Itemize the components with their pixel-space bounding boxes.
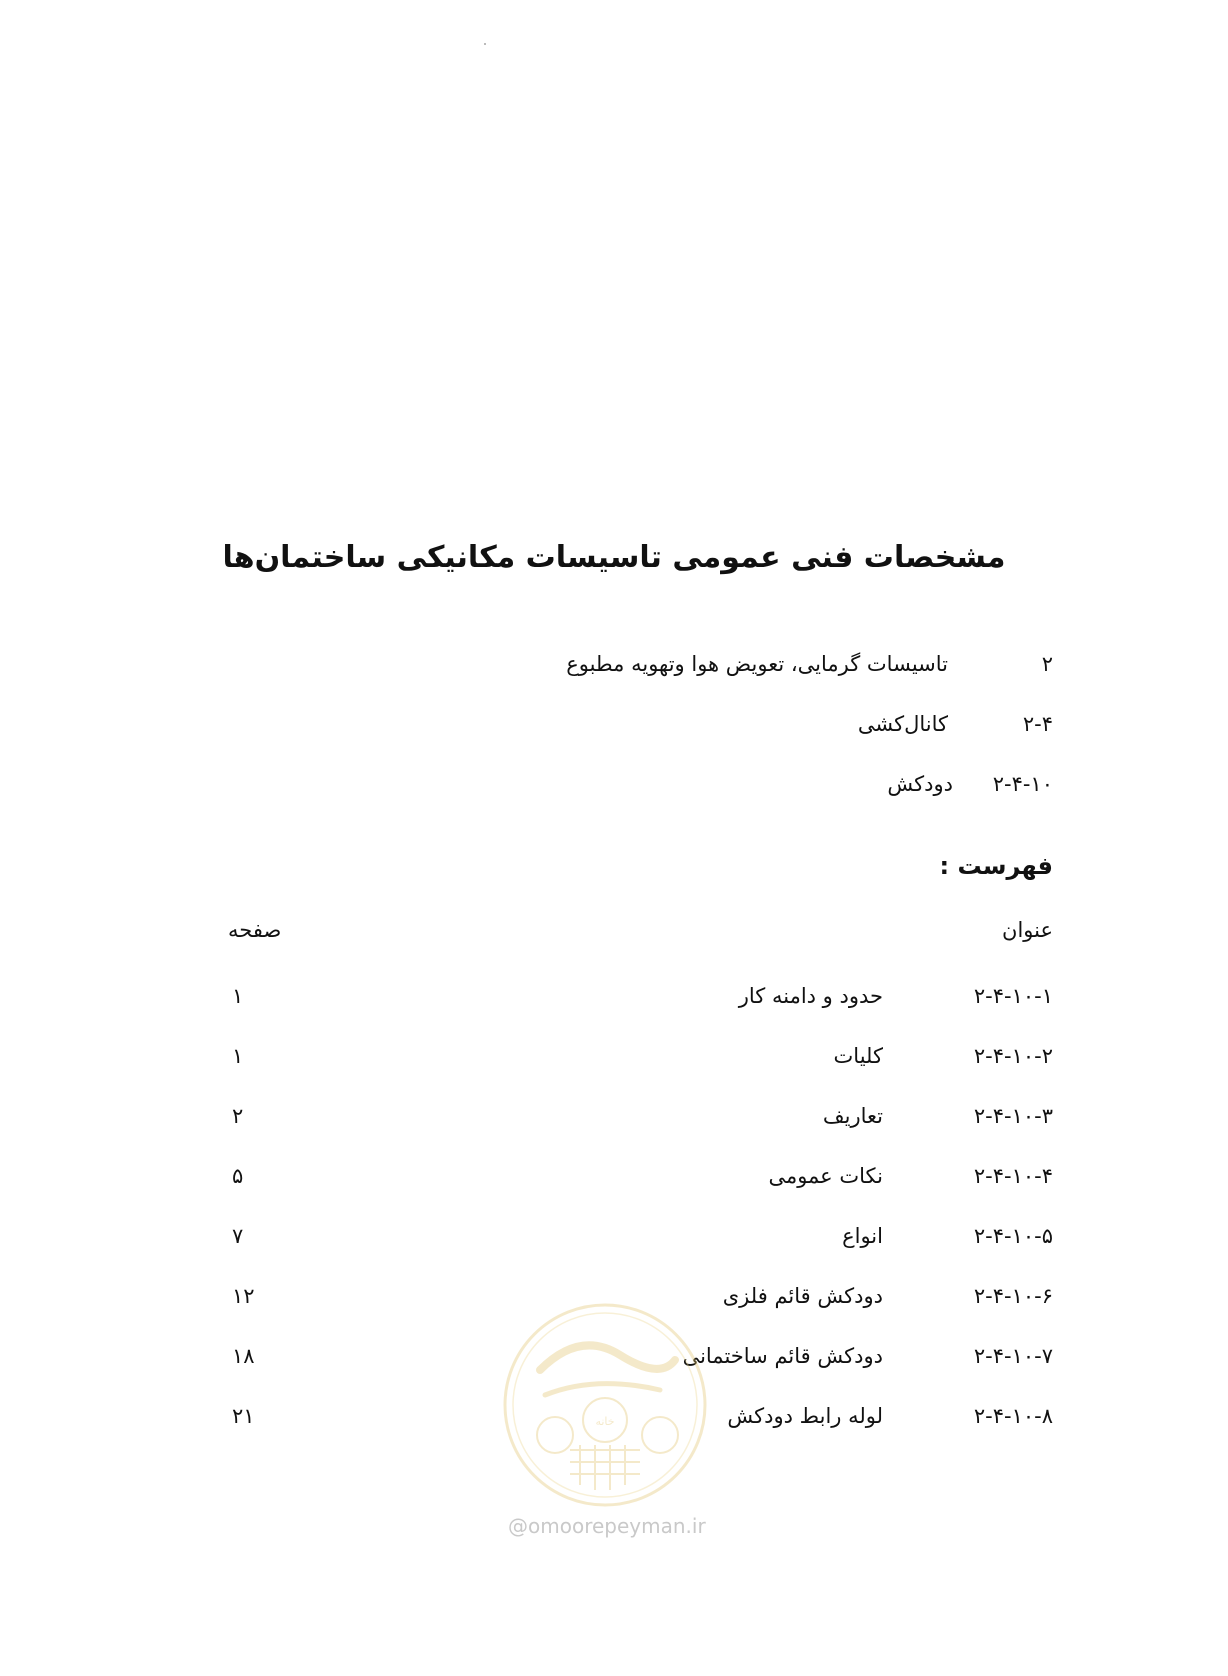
watermark-site: @omoorepeyman.ir [508, 1514, 706, 1538]
section-number: ۲-۴-۱۰ [992, 772, 1053, 796]
toc-column-title: عنوان [1002, 918, 1053, 942]
section-title: تاسیسات گرمایی، تعویض هوا وتهویه مطبوع [566, 652, 948, 676]
toc-page: ۷ [232, 1224, 244, 1248]
toc-row [0, 1164, 1228, 1204]
section-header-row [653, 712, 1053, 748]
section-title: دودکش [887, 772, 953, 796]
toc-number: ۲-۴-۱۰-۴ [973, 1164, 1053, 1188]
toc-title: نکات عمومی [768, 1164, 883, 1188]
section-header-row [493, 652, 1053, 688]
toc-title: انواع [842, 1224, 883, 1248]
watermark-logo [500, 1300, 710, 1510]
toc-row [0, 984, 1228, 1024]
section-header-row [653, 772, 1053, 808]
toc-title: کلیات [833, 1044, 883, 1068]
toc-heading: فهرست : [939, 852, 1053, 880]
toc-number: ۲-۴-۱۰-۸ [973, 1404, 1053, 1428]
toc-number: ۲-۴-۱۰-۵ [973, 1224, 1053, 1248]
toc-title: تعاریف [822, 1104, 883, 1128]
toc-number: ۲-۴-۱۰-۲ [973, 1044, 1053, 1068]
toc-number: ۲-۴-۱۰-۱ [973, 984, 1053, 1008]
toc-page: ۱۲ [232, 1284, 255, 1308]
toc-title: حدود و دامنه کار [738, 984, 883, 1008]
toc-page: ۱ [232, 984, 244, 1008]
toc-page: ۱ [232, 1044, 244, 1068]
document-title: مشخصات فنی عمومی تاسیسات مکانیکی ساختمان‌ها [222, 540, 1006, 575]
toc-number: ۲-۴-۱۰-۷ [973, 1344, 1053, 1368]
toc-title: دودکش قائم ساختمانی [682, 1344, 883, 1368]
section-number: ۲-۴ [1022, 712, 1053, 736]
section-number: ۲ [1041, 652, 1053, 676]
toc-page: ۵ [232, 1164, 244, 1188]
scan-speck [484, 43, 486, 45]
toc-page: ۲۱ [232, 1404, 255, 1428]
toc-title: دودکش قائم فلزی [722, 1284, 883, 1308]
svg-text:خانه: خانه [595, 1415, 615, 1428]
toc-page: ۱۸ [232, 1344, 255, 1368]
toc-number: ۲-۴-۱۰-۶ [973, 1284, 1053, 1308]
section-title: کانال‌کشی [857, 712, 948, 736]
toc-row [0, 1224, 1228, 1264]
toc-row [0, 1104, 1228, 1144]
toc-column-page: صفحه [228, 918, 282, 942]
toc-row [0, 1044, 1228, 1084]
toc-page: ۲ [232, 1104, 244, 1128]
toc-number: ۲-۴-۱۰-۳ [973, 1104, 1053, 1128]
toc-title: لوله رابط دودکش [727, 1404, 883, 1428]
